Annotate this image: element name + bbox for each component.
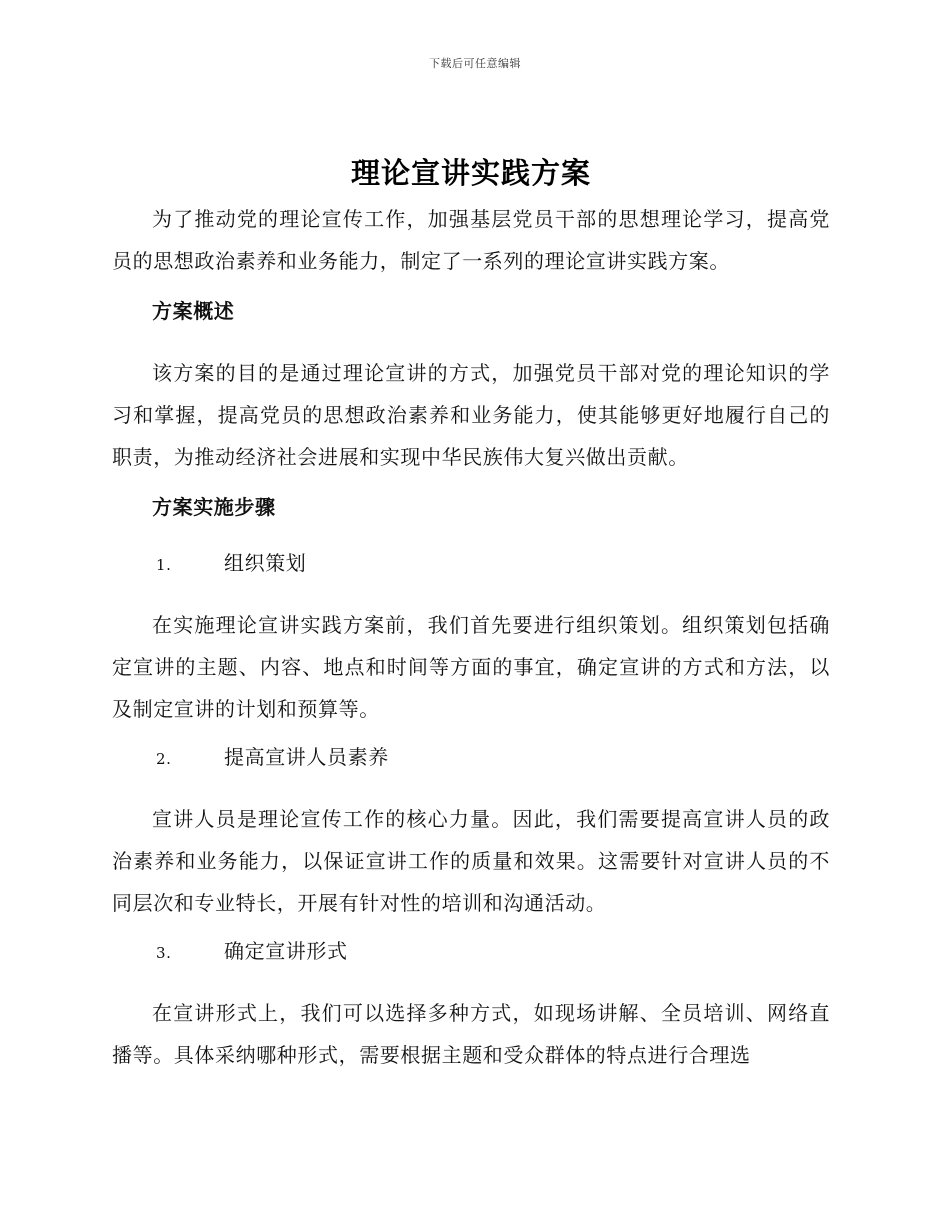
step-label: 组织策划 (224, 551, 307, 575)
intro-paragraph: 为了推动党的理论宣传工作，加强基层党员干部的思想理论学习，提高党员的思想政治素养和业务能力，制定了一系列的理论宣讲实践方案。 (112, 207, 830, 273)
step-paragraph: 在实施理论宣讲实践方案前，我们首先要进行组织策划。组织策划包括确定宣讲的主题、内容、地点和时间等方面的事宜，确定宣讲的方式和方法，以及制定宣讲的计划和预算等。 (112, 613, 830, 721)
step-paragraph: 宣讲人员是理论宣传工作的核心力量。因此，我们需要提高宣讲人员的政治素养和业务能力，以保证宣讲工作的质量和效果。这需要针对宣讲人员的不同层次和专业特长，开展有针对性的培训和沟通活动。 (112, 807, 830, 915)
header-note: 下载后可任意编辑 (429, 57, 521, 70)
step-number: 1. (156, 556, 172, 574)
step-item (112, 548, 830, 580)
overview-paragraph: 该方案的目的是通过理论宣讲的方式，加强党员干部对党的理论知识的学习和掌握，提高党员的思想政治素养和业务能力，使其能够更好地履行自己的职责，为推动经济社会进展和实现中华民族伟大复兴做出贡献。 (112, 361, 830, 469)
step-label: 确定宣讲形式 (224, 939, 348, 963)
step-number: 3. (156, 944, 172, 962)
document-title: 理论宣讲实践方案 (350, 156, 591, 190)
step-item (112, 936, 830, 968)
step-label: 提高宣讲人员素养 (224, 745, 389, 769)
document-body (112, 150, 830, 1088)
step-item (112, 742, 830, 774)
section-heading-overview: 方案概述 (152, 299, 235, 323)
section-heading-steps: 方案实施步骤 (152, 495, 276, 519)
step-paragraph: 在宣讲形式上，我们可以选择多种方式，如现场讲解、全员培训、网络直播等。具体采纳哪种形式，需要根据主题和受众群体的特点进行合理选 (112, 1001, 830, 1067)
step-number: 2. (156, 750, 172, 768)
